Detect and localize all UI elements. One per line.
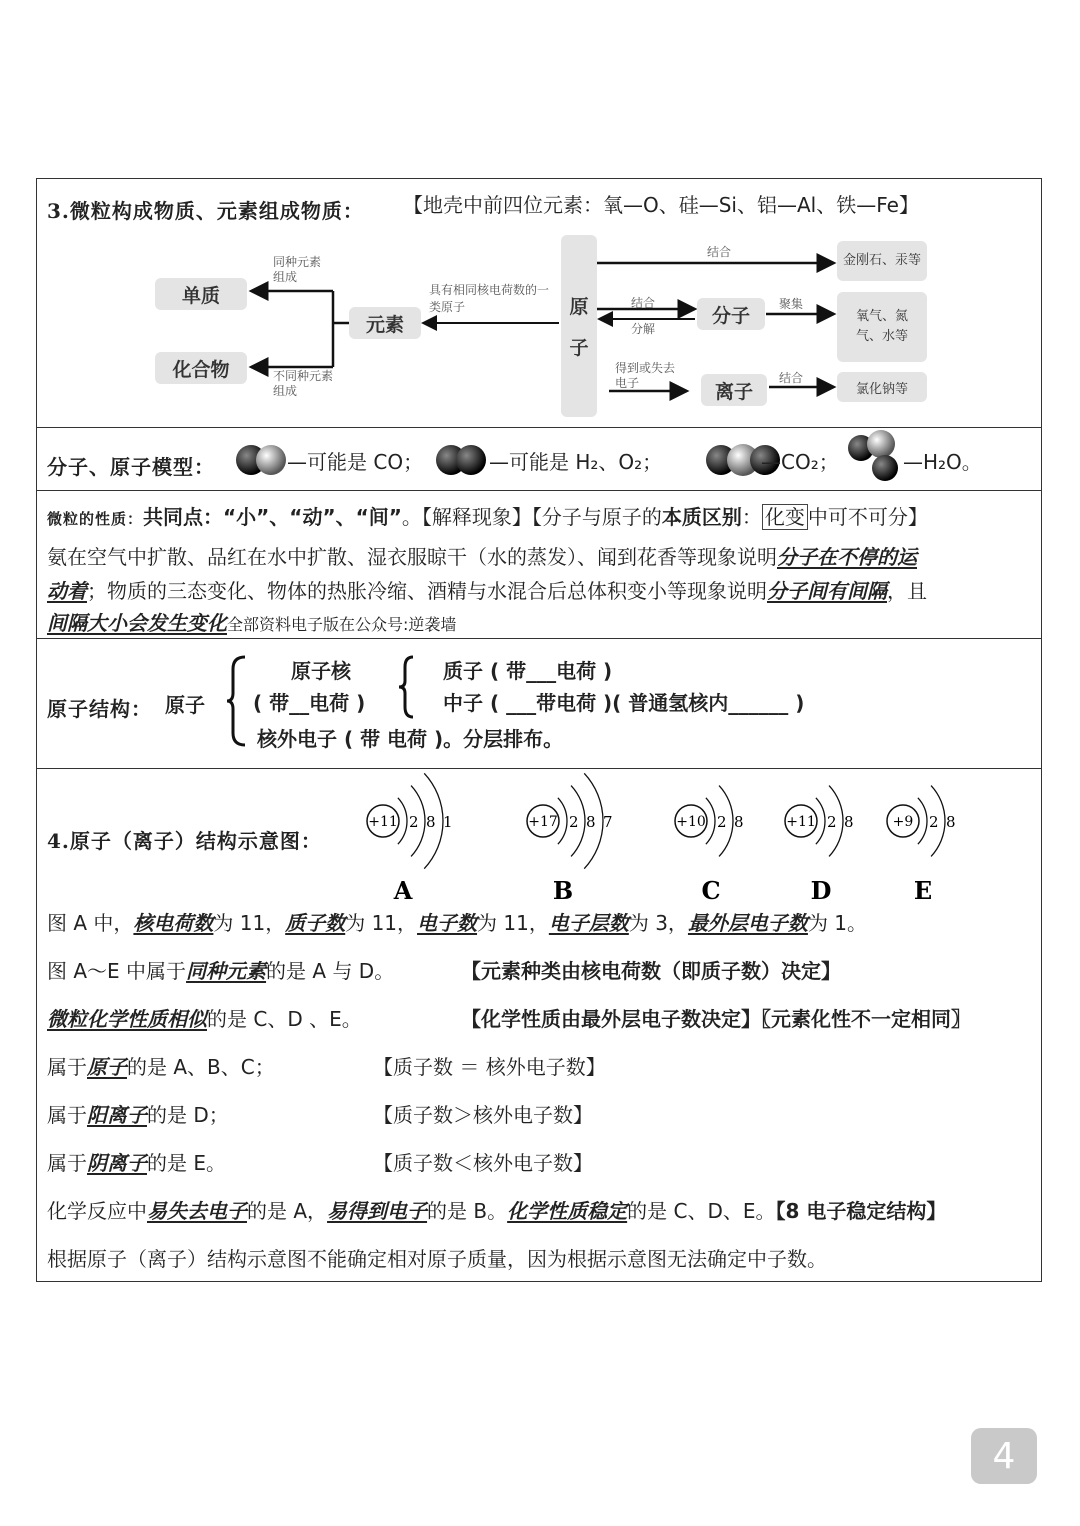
l4-u: 原子 xyxy=(87,1055,127,1079)
shell-electron-count: 1 xyxy=(443,813,453,831)
l4-a: 属于 xyxy=(47,1055,87,1079)
sec4-line-7 xyxy=(47,1187,946,1235)
props-line3a: ；物质的三态变化、物体的热胀冷缩、酒精与水混合后总体积变小等现象说明 xyxy=(87,579,767,603)
props-line3b: ，且 xyxy=(887,579,927,603)
section-3-title: 3.微粒构成物质、元素组成物质： xyxy=(47,199,364,223)
sec4-line-3 xyxy=(47,995,362,1043)
yangqi-text: 氧气、氮气、水等 xyxy=(855,309,908,344)
shell-electron-count: 8 xyxy=(946,813,956,831)
structure-label: 原子结构： xyxy=(47,697,152,721)
box-yuansu: 元素 xyxy=(349,307,421,339)
props-huabian: 化变 xyxy=(762,504,808,530)
section-3 xyxy=(37,179,1041,428)
atom-letter-label: E xyxy=(913,876,933,905)
l6-a: 属于 xyxy=(47,1151,87,1175)
shell-electron-count: 2 xyxy=(929,813,939,831)
models-label: 分子、原子模型： xyxy=(47,455,215,479)
l1-u4: 电子层数 xyxy=(548,911,629,935)
l7-u3: 化学性质稳定 xyxy=(507,1199,628,1223)
brace-nucleus xyxy=(397,655,417,719)
sec4-line-2-note: 【元素种类由核电荷数（即质子数）决定】 xyxy=(461,959,841,983)
l1-u5: 最外层电子数 xyxy=(687,911,808,935)
atom-letter-label: D xyxy=(810,876,832,905)
crust-elements: 【地壳中前四位元素：氧—O、硅—Si、铝—Al、铁—Fe】 xyxy=(403,193,919,217)
sec4-line-4 xyxy=(47,1043,275,1091)
l1-c: 为 11， xyxy=(345,911,418,935)
shell-electron-count: 2 xyxy=(717,813,727,831)
props-line-1 xyxy=(47,501,928,530)
model-h2o-icon xyxy=(845,430,905,488)
l1-b: 为 11， xyxy=(213,911,286,935)
atom-diagram-a xyxy=(367,773,453,905)
l1-e: 为 3， xyxy=(628,911,688,935)
box-lizi: 离子 xyxy=(701,374,767,406)
label-jiehe-mid: 结合 xyxy=(631,296,656,310)
structure-atom: 原子 xyxy=(165,693,205,717)
props-essence: 本质区别 xyxy=(661,505,742,529)
label-fenjie: 分解 xyxy=(631,322,656,336)
sec4-line-3-note: 【化学性质由最外层电子数决定】〖元素化性不一定相同〗 xyxy=(461,1007,971,1031)
box-huahewu: 化合物 xyxy=(155,352,247,384)
jingangshi-text: 金刚石、汞等 xyxy=(843,253,922,268)
l5-u: 阳离子 xyxy=(87,1103,147,1127)
props-line-2 xyxy=(47,541,917,570)
sec4-line-8: 根据原子（离子）结构示意图不能确定相对原子质量，因为根据示意图无法确定中子数。 xyxy=(47,1247,827,1271)
sec4-line-5-note: 【质子数＞核外电子数】 xyxy=(373,1103,593,1127)
structure-neutron: 中子 ( ___带电荷 )( 普通氢核内______ ) xyxy=(443,691,805,715)
props-line1-rest: 。【解释现象】【分子与原子的 xyxy=(401,505,662,529)
l1-u2: 质子数 xyxy=(285,911,346,935)
shell-electron-count: 8 xyxy=(844,813,854,831)
shell-electron-count: 8 xyxy=(426,813,436,831)
props-line4a: 全部资料电子版在公众号:逆袭墙 xyxy=(227,615,457,634)
label-get-lose: 得到或失去电子 xyxy=(615,361,676,390)
l1-u3: 电子数 xyxy=(417,911,478,935)
nucleus-charge: +11 xyxy=(786,814,816,830)
yuanzi-char-2: 子 xyxy=(569,337,589,359)
l6-u: 阴离子 xyxy=(87,1151,147,1175)
structure-electron: 核外电子 ( 带 电荷 )。分层排布。 xyxy=(257,727,564,751)
l7-b: 的是 A， xyxy=(247,1199,328,1223)
label-jiehe-top: 结合 xyxy=(707,245,732,259)
atom-letter-label: A xyxy=(393,876,413,905)
box-fenzi: 分子 xyxy=(697,298,765,330)
shell-electron-count: 8 xyxy=(586,813,596,831)
box-yangqi xyxy=(837,292,927,362)
l7-d: 的是 C、D、E。 xyxy=(627,1199,776,1223)
model-co-text: —可能是 CO； xyxy=(287,450,424,474)
props-line-3 xyxy=(47,575,927,604)
l1-a: 图 A 中， xyxy=(47,911,134,935)
l2-b: 的是 A 与 D。 xyxy=(266,959,395,983)
shell-electron-count: 7 xyxy=(603,813,613,831)
section-4 xyxy=(37,769,1041,1281)
model-h2o-text: —H₂O。 xyxy=(903,450,982,474)
box-lvhuana: 氯化钠等 xyxy=(837,372,927,402)
section-4-title: 4.原子（离子）结构示意图： xyxy=(47,829,322,853)
structure-nucleus-charge: ( 带__电荷 ) xyxy=(253,691,366,715)
props-common: 共同点：“小”、“动”、“间” xyxy=(143,505,402,529)
atom-diagram-b xyxy=(527,773,613,905)
box-danzhi: 单质 xyxy=(155,278,247,310)
l3-u: 微粒化学性质相似 xyxy=(47,1007,207,1031)
structure-proton: 质子 ( 带___电荷 ) xyxy=(443,659,613,683)
model-h2o2-text: —可能是 H₂、O₂； xyxy=(489,450,663,474)
sec4-line-6 xyxy=(47,1139,226,1187)
label-same-elem: 同种元素组成 xyxy=(273,255,322,284)
sec4-line-2 xyxy=(47,947,394,995)
label-jiehe-bot: 结合 xyxy=(779,371,804,385)
shell-electron-count: 2 xyxy=(569,813,579,831)
l2-u: 同种元素 xyxy=(186,959,267,983)
atom-diagram-e xyxy=(887,786,956,905)
sec4-line-4-note: 【质子数 ＝ 核外电子数】 xyxy=(373,1055,606,1079)
label-diff-elem: 不同种元素组成 xyxy=(273,369,334,398)
l7-c: 的是 B。 xyxy=(427,1199,508,1223)
l7-e: 【8 电子稳定结构】 xyxy=(775,1199,947,1223)
nucleus-charge: +17 xyxy=(528,814,558,830)
l2-a: 图 A～E 中属于 xyxy=(47,959,187,983)
l7-u2: 易得到电子 xyxy=(327,1199,428,1223)
props-line1-end: 中可不可分】 xyxy=(807,505,928,529)
models-row xyxy=(37,428,1041,491)
l1-f: 为 1。 xyxy=(807,911,868,935)
page-number-badge: 4 xyxy=(971,1428,1037,1484)
properties-row xyxy=(37,491,1041,639)
notes-sheet xyxy=(36,178,1042,1282)
structure-nucleus: 原子核 xyxy=(291,659,351,683)
atom-structure-diagrams xyxy=(357,769,997,909)
sec4-line-5 xyxy=(47,1091,229,1139)
box-jingangshi xyxy=(837,241,927,281)
atom-structure-row xyxy=(37,639,1041,769)
shell-electron-count: 2 xyxy=(409,813,419,831)
atom-diagram-c xyxy=(675,786,744,905)
label-same-charge: 具有相同核电荷数的一类原子 xyxy=(429,283,550,314)
props-line2a: 氨在空气中扩散、品红在水中扩散、湿衣服晾干（水的蒸发）、闻到花香等现象说明 xyxy=(47,545,777,569)
props-line4u: 间隔大小会发生变化 xyxy=(47,611,227,635)
model-co-icon xyxy=(233,440,293,480)
l4-b: 的是 A、B、C； xyxy=(127,1055,275,1079)
model-h2-icon xyxy=(433,440,493,480)
l5-a: 属于 xyxy=(47,1103,87,1127)
shell-electron-count: 8 xyxy=(734,813,744,831)
atom-letter-label: B xyxy=(552,876,574,905)
atom-diagram-d xyxy=(785,786,854,905)
l6-b: 的是 E。 xyxy=(147,1151,226,1175)
model-co2-text: —CO₂； xyxy=(761,450,839,474)
nucleus-charge: +10 xyxy=(676,814,706,830)
l7-u1: 易失去电子 xyxy=(147,1199,247,1223)
label-juji: 聚集 xyxy=(779,297,804,311)
box-yuanzi xyxy=(561,235,597,417)
yuanzi-char-1: 原 xyxy=(569,296,589,318)
nucleus-charge: +9 xyxy=(892,814,914,830)
l5-b: 的是 D； xyxy=(147,1103,229,1127)
l3-a: 的是 C、D 、E。 xyxy=(207,1007,362,1031)
l7-a: 化学反应中 xyxy=(47,1199,147,1223)
l1-d: 为 11， xyxy=(477,911,549,935)
atom-letter-label: C xyxy=(701,876,721,905)
props-colon: ： xyxy=(741,505,762,529)
sec4-line-1 xyxy=(47,899,867,947)
nucleus-charge: +11 xyxy=(368,814,398,830)
props-line-4 xyxy=(47,607,456,636)
l1-u1: 核电荷数 xyxy=(133,911,214,935)
props-label: 微粒的性质： xyxy=(47,510,144,528)
props-line3u1: 动着 xyxy=(47,579,87,603)
sec4-line-6-note: 【质子数＜核外电子数】 xyxy=(373,1151,593,1175)
props-line2u: 分子在不停的运 xyxy=(777,545,917,569)
brace-atom xyxy=(225,655,249,747)
props-line3u2: 分子间有间隔 xyxy=(767,579,887,603)
shell-electron-count: 2 xyxy=(827,813,837,831)
